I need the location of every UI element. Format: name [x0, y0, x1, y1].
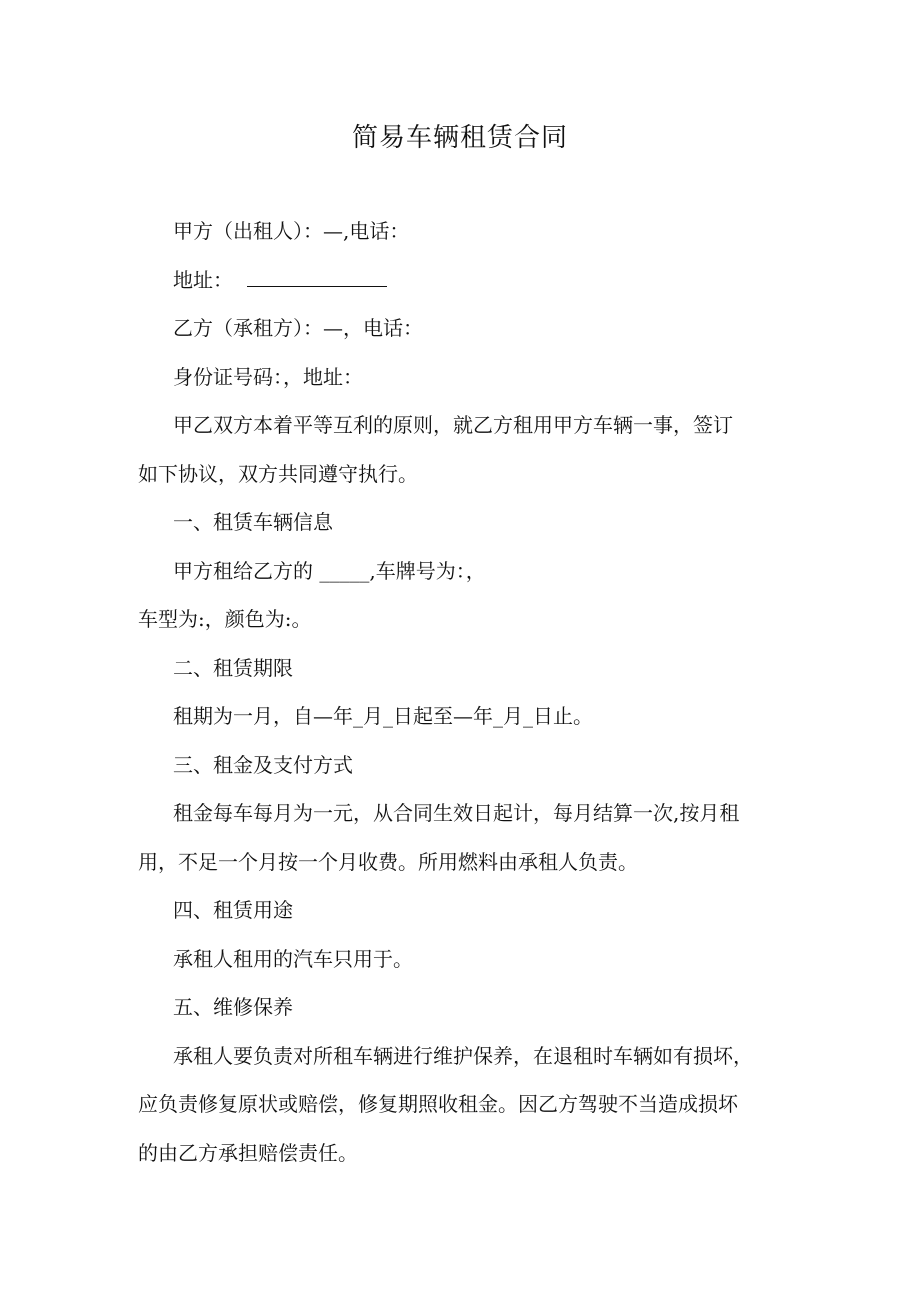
- section-1-line-1: 甲方租给乙方的 _____,车牌号为：，: [173, 559, 486, 583]
- intro-paragraph-line-1: 甲乙双方本着平等互利的原则，就乙方租用甲方车辆一事，签订: [173, 413, 733, 437]
- section-3-line-2: 用，不足一个月按一个月收费。所用燃料由承租人负责。: [138, 850, 638, 874]
- document-title: 简易车辆租赁合同: [351, 123, 568, 153]
- address-blank: [247, 266, 387, 287]
- section-5-line-1: 承租人要负责对所租车辆进行维护保养，在退租时车辆如有损坏，: [173, 1044, 753, 1068]
- section-2-line-1: 租期为一月，自—年_月_日起至—年_月_日止。: [173, 704, 593, 728]
- id-address-line: 身份证号码：，地址：: [173, 365, 363, 389]
- section-5-line-3: 的由乙方承担赔偿责任。: [138, 1141, 358, 1165]
- section-5-line-2: 应负责修复原状或赔偿，修复期照收租金。因乙方驾驶不当造成损坏: [138, 1092, 738, 1116]
- intro-paragraph-line-2: 如下协议，双方共同遵守执行。: [138, 462, 418, 486]
- section-5-heading: 五、维修保养: [173, 995, 293, 1019]
- section-4-heading: 四、租赁用途: [173, 898, 293, 922]
- party-a-line: 甲方（出租人）：—,电话：: [173, 219, 410, 243]
- section-3-heading: 三、租金及支付方式: [173, 753, 353, 777]
- section-4-line-1: 承租人租用的汽车只用于。: [173, 947, 413, 971]
- party-b-line: 乙方（承租方）：—，电话：: [173, 316, 423, 340]
- address-label: 地址：: [173, 268, 233, 292]
- section-1-line-2: 车型为:，颜色为:。: [138, 607, 312, 631]
- section-3-line-1: 租金每车每月为一元，从合同生效日起计，每月结算一次,按月租: [173, 801, 740, 825]
- section-2-heading: 二、租赁期限: [173, 656, 293, 680]
- address-line: [173, 265, 387, 295]
- section-1-heading: 一、租赁车辆信息: [173, 510, 333, 534]
